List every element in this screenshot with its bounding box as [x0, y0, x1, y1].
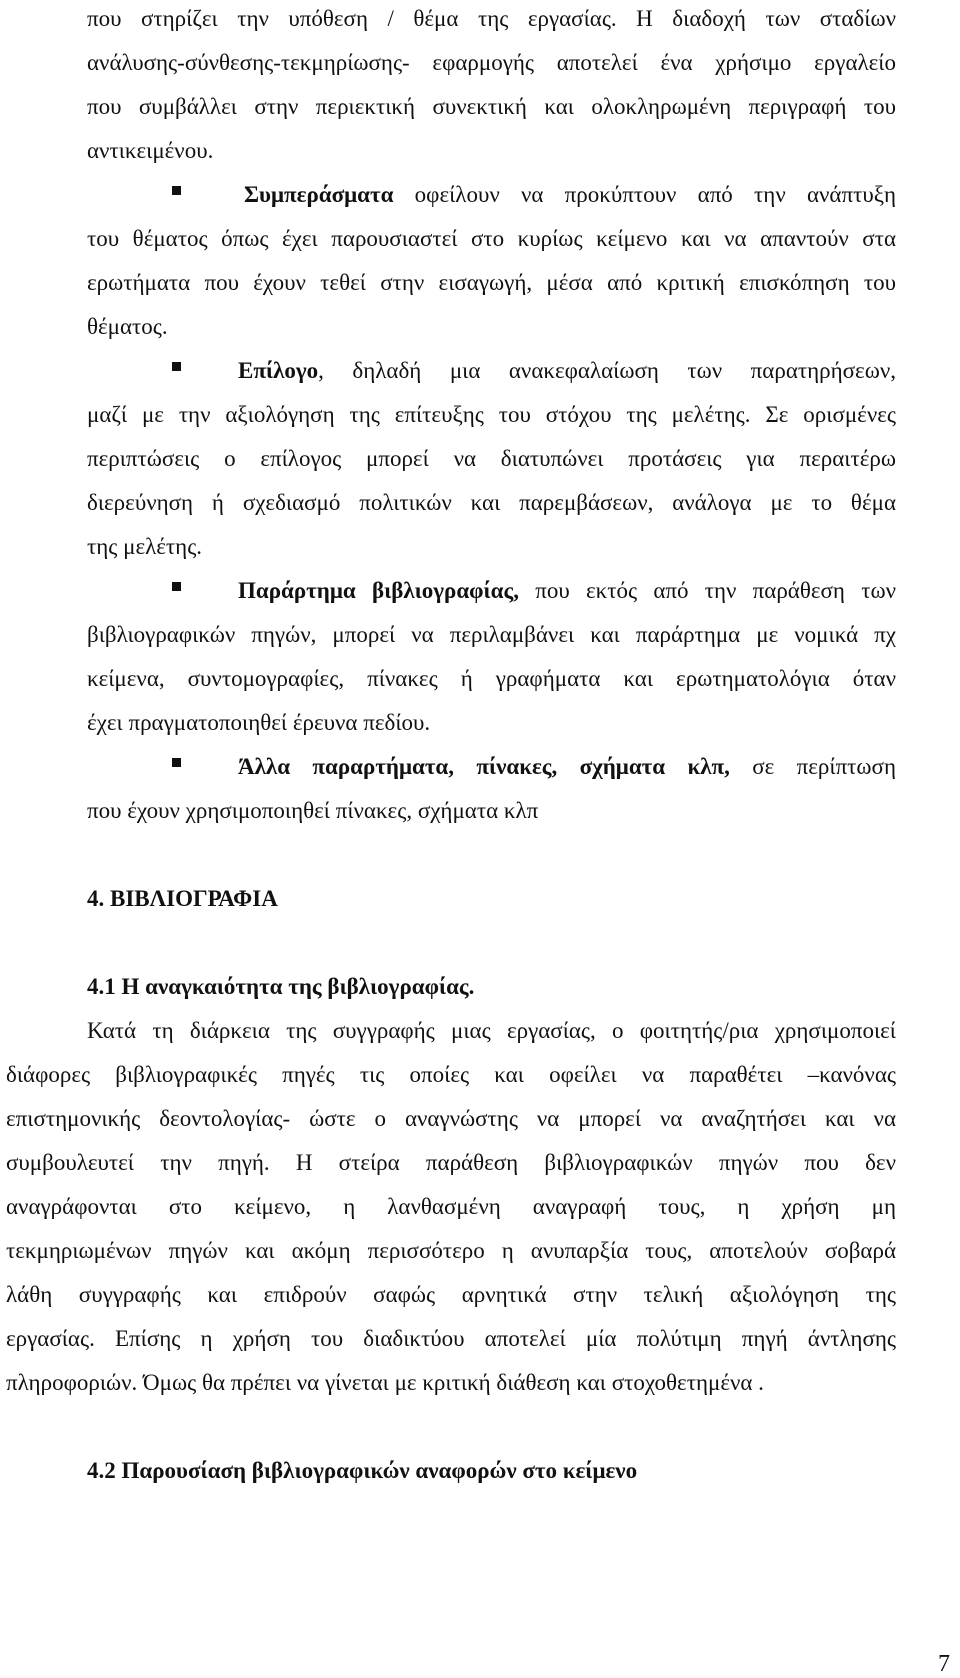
bullet-text: , δηλαδή μια ανακεφαλαίωση των παρατηρήσεων, — [318, 358, 896, 383]
bullet-text: σε περίπτωση — [729, 754, 896, 779]
paragraph-line: που έχουν χρησιμοποιηθεί πίνακες, σχήματα κλπ — [87, 798, 539, 823]
paragraph-line: θέματος. — [87, 314, 168, 339]
paragraph-line: κείμενα, συντομογραφίες, πίνακες ή γραφήματα και ερωτηματολόγια όταν — [87, 666, 896, 691]
paragraph-line: αντικειμένου. — [87, 138, 214, 163]
paragraph-line: εργασίας. Επίσης η χρήση του διαδικτύου αποτελεί μία πολύτιμη πηγή άντλησης — [6, 1326, 896, 1351]
paragraph-line: που στηρίζει την υπόθεση / θέμα της εργασίας. Η διαδοχή των σταδίων — [87, 6, 896, 31]
subsection-heading: 4.2 Παρουσίαση βιβλιογραφικών αναφορών στο κείμενο — [87, 1458, 638, 1483]
paragraph-line: επιστημονικής δεοντολογίας- ώστε ο αναγνώστης να μπορεί να αναζητήσει και να — [6, 1106, 896, 1131]
paragraph-line: τεκμηριωμένων πηγών και ακόμη περισσότερο η ανυπαρξία τους, αποτελούν σοβαρά — [6, 1238, 896, 1263]
bullet-first-line — [244, 180, 896, 210]
bullet-term: Παράρτημα βιβλιογραφίας, — [238, 578, 519, 603]
paragraph-line: έχει πραγματοποιηθεί έρευνα πεδίου. — [87, 710, 431, 735]
bullet-text: που εκτός από την παράθεση των — [518, 578, 896, 603]
paragraph-first-line: Κατά τη διάρκεια της συγγραφής μιας εργασίας, ο φοιτητής/ρια χρησιμοποιεί — [87, 1018, 896, 1043]
paragraph-line: ερωτήματα που έχουν τεθεί στην εισαγωγή, μέσα από κριτική επισκόπηση του — [87, 270, 896, 295]
paragraph-line: της μελέτης. — [87, 534, 203, 559]
bullet-icon — [172, 186, 181, 195]
paragraph-line: πληροφοριών. Όμως θα πρέπει να γίνεται με κριτική διάθεση και στοχοθετημένα . — [6, 1370, 764, 1395]
subsection-heading: 4.1 Η αναγκαιότητα της βιβλιογραφίας. — [87, 974, 475, 999]
bullet-first-line — [238, 356, 896, 386]
paragraph-line: που συμβάλλει στην περιεκτική συνεκτική και ολοκληρωμένη περιγραφή του — [87, 94, 896, 119]
bullet-term: Άλλα παραρτήματα, πίνακες, σχήματα κλπ, — [238, 754, 730, 779]
paragraph-line: ανάλυσης-σύνθεσης-τεκμηρίωσης- εφαρμογής αποτελεί ένα χρήσιμο εργαλείο — [87, 50, 896, 75]
paragraph-line: συμβουλευτεί την πηγή. Η στείρα παράθεση βιβλιογραφικών πηγών που δεν — [6, 1150, 896, 1175]
paragraph-line: λάθη συγγραφής και επιδρούν σαφώς αρνητικά στην τελική αξιολόγηση της — [6, 1282, 896, 1307]
bullet-first-line — [238, 576, 896, 606]
section-heading: 4. ΒΙΒΛΙΟΓΡΑΦΙΑ — [87, 886, 278, 911]
bullet-text: οφείλουν να προκύπτουν από την ανάπτυξη — [393, 182, 896, 207]
paragraph-line: αναγράφονται στο κείμενο, η λανθασμένη αναγραφή τους, η χρήση μη — [6, 1194, 896, 1219]
paragraph-line: μαζί με την αξιολόγηση της επίτευξης του στόχου της μελέτης. Σε ορισμένες — [87, 402, 896, 427]
paragraph-line: διερεύνηση ή σχεδιασμό πολιτικών και παρεμβάσεων, ανάλογα με το θέμα — [87, 490, 896, 515]
paragraph-line: βιβλιογραφικών πηγών, μπορεί να περιλαμβάνει και παράρτημα με νομικά πχ — [87, 622, 896, 647]
paragraph-line: διάφορες βιβλιογραφικές πηγές τις οποίες και οφείλει να παραθέτει –κανόνας — [6, 1062, 896, 1087]
paragraph-line: περιπτώσεις ο επίλογος μπορεί να διατυπώνει προτάσεις για περαιτέρω — [87, 446, 896, 471]
bullet-first-line — [238, 752, 896, 782]
page-number: 7 — [938, 1651, 950, 1677]
bullet-icon — [172, 362, 181, 371]
bullet-icon — [172, 582, 181, 591]
bullet-term: Συμπεράσματα — [244, 182, 394, 207]
bullet-icon — [172, 758, 181, 767]
paragraph-line: του θέματος όπως έχει παρουσιαστεί στο κυρίως κείμενο και να απαντούν στα — [87, 226, 896, 251]
bullet-term: Επίλογο — [238, 358, 319, 383]
